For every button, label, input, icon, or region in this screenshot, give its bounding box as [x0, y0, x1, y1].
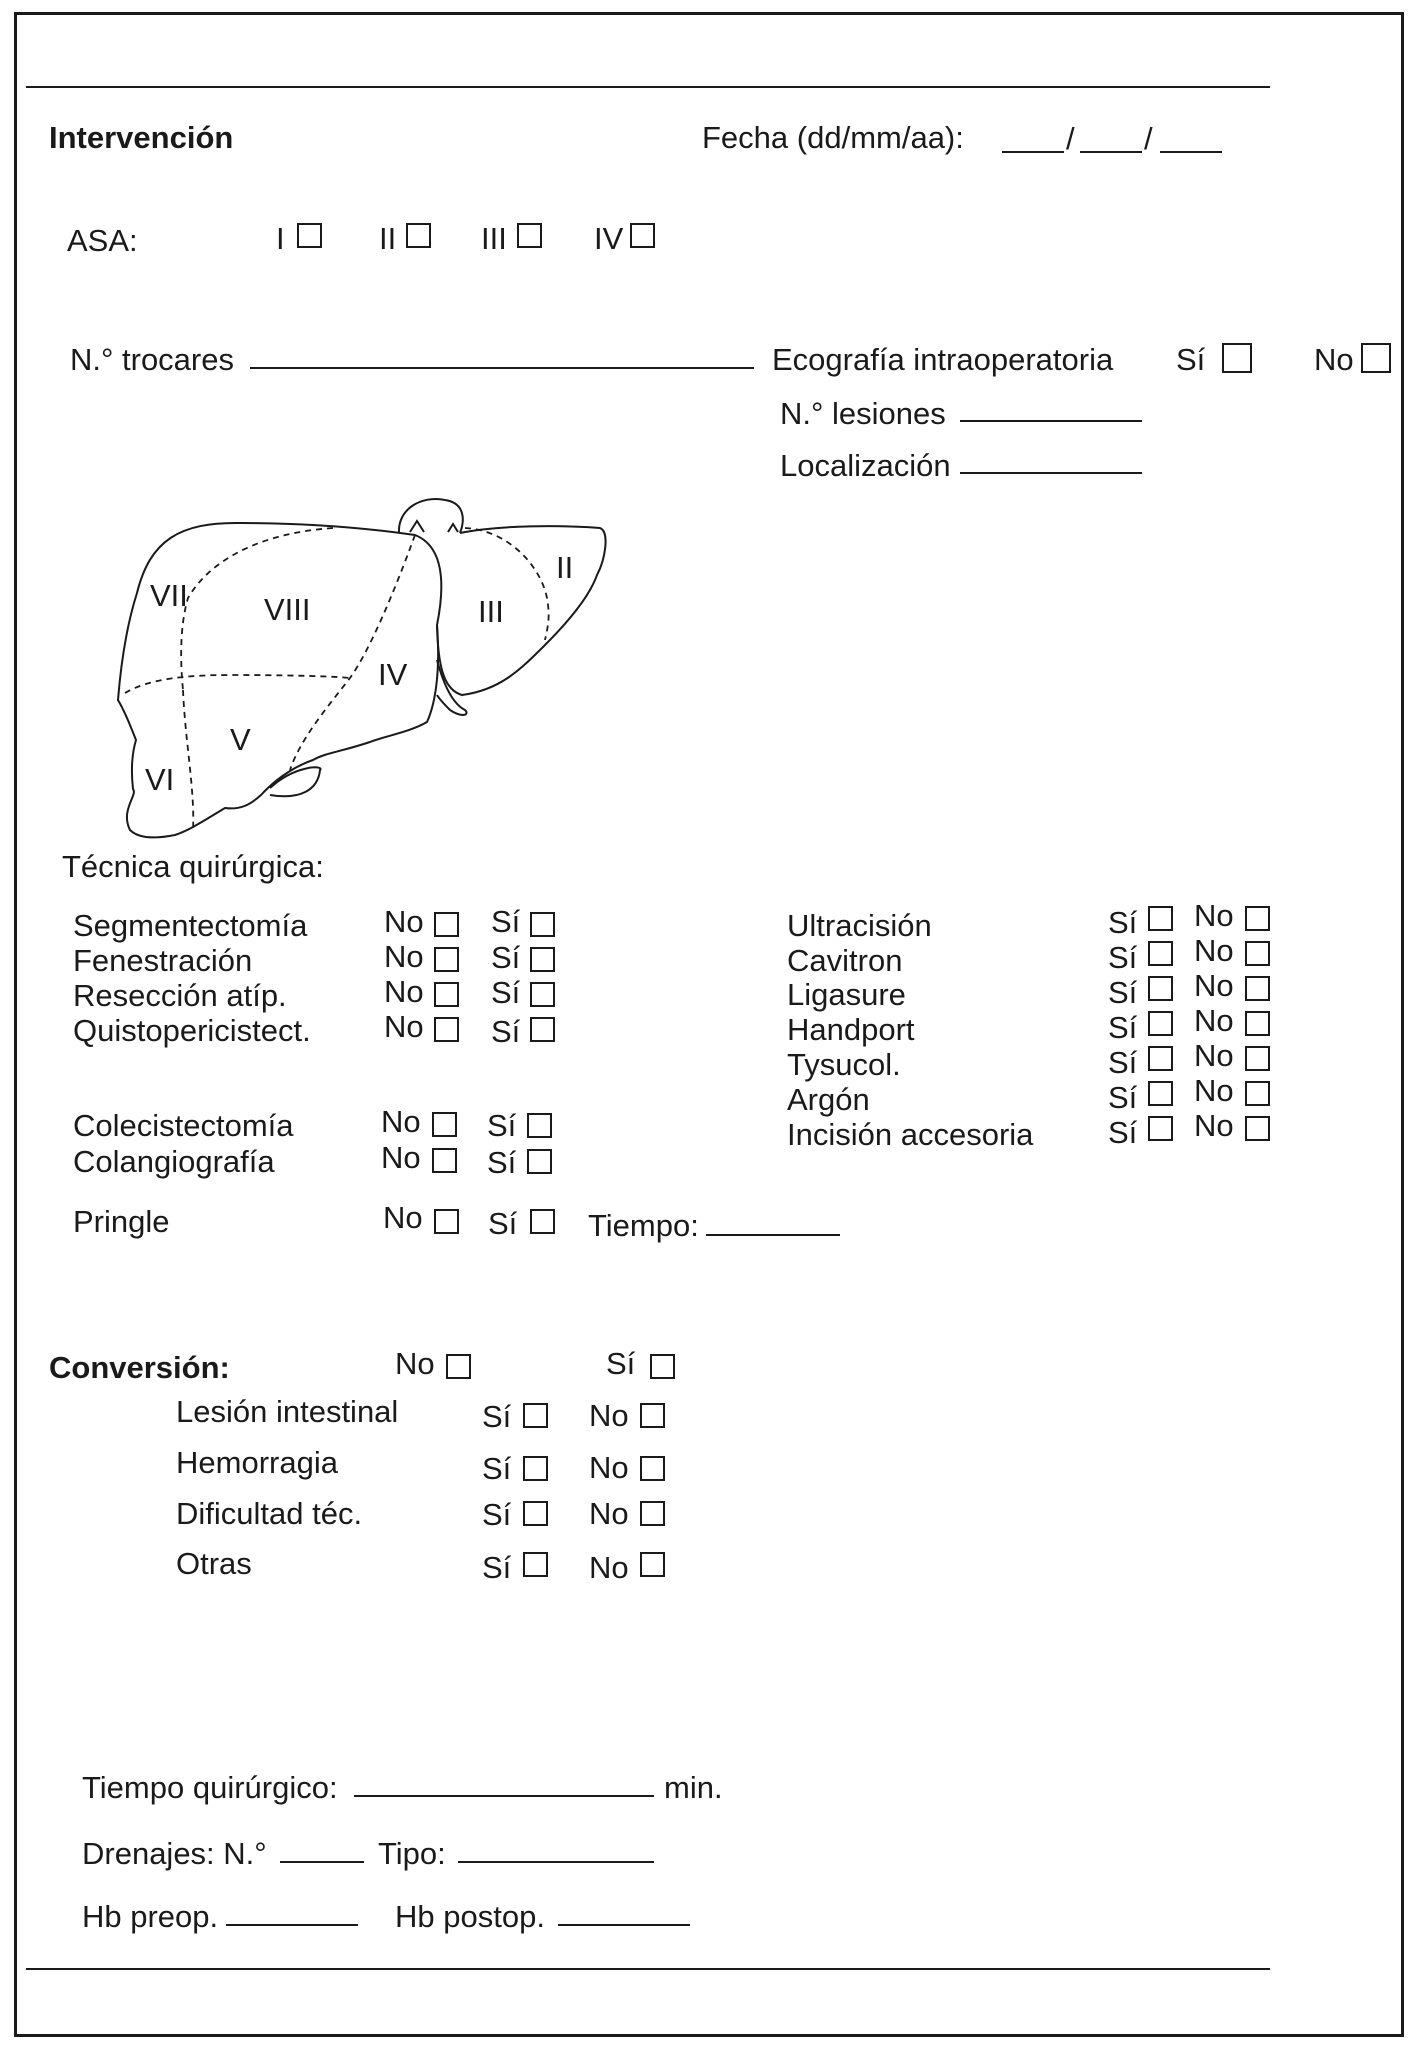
eco-no-label: No [1314, 342, 1354, 377]
conversion-yes-label: Sí [606, 1346, 636, 1381]
instrument-name: Tysucol. [787, 1047, 901, 1082]
fenestracion-yes-checkbox[interactable] [530, 947, 555, 972]
liver-segment-label: II [556, 550, 574, 585]
tecnica-item-name: Colangiografía [73, 1144, 275, 1179]
tysucol-yes-checkbox[interactable] [1148, 1046, 1173, 1071]
handport-no-checkbox[interactable] [1245, 1011, 1270, 1036]
lesiones-label: N.° lesiones [780, 396, 946, 431]
reason-no-label: No [589, 1450, 629, 1485]
pringle-tiempo-label: Tiempo: [588, 1208, 699, 1243]
reason-yes-label: Sí [482, 1497, 512, 1532]
cavitron-yes-checkbox[interactable] [1148, 941, 1173, 966]
tiempo-quirurgico-label: Tiempo quirúrgico: [82, 1770, 338, 1805]
instrument-no-label: No [1194, 1073, 1234, 1108]
reason-no-label: No [589, 1398, 629, 1433]
pringle-no-checkbox[interactable] [434, 1209, 459, 1234]
hb-preop-field[interactable] [226, 1924, 358, 1926]
instrument-name: Cavitron [787, 943, 903, 978]
argon-yes-checkbox[interactable] [1148, 1081, 1173, 1106]
conversion-reason: Otras [176, 1546, 252, 1581]
colangiografia-yes-checkbox[interactable] [527, 1149, 552, 1174]
hemorragia-no-checkbox[interactable] [640, 1456, 665, 1481]
liver-segment-label: III [478, 594, 504, 629]
reseccion-no-checkbox[interactable] [434, 982, 459, 1007]
conversion-label: Conversión: [49, 1350, 230, 1385]
tipo-label: Tipo: [378, 1836, 446, 1871]
colangiografia-no-checkbox[interactable] [432, 1148, 457, 1173]
form-title: Intervención [49, 120, 234, 155]
instrument-no-label: No [1194, 1108, 1234, 1143]
hb-preop-label: Hb preop. [82, 1899, 219, 1934]
liver-segment-label: VII [150, 578, 188, 613]
conversion-yes-checkbox[interactable] [650, 1354, 675, 1379]
instrument-yes-label: Sí [1108, 1010, 1138, 1045]
tecnica-no-label: No [383, 1200, 423, 1235]
instrument-no-label: No [1194, 968, 1234, 1003]
colecistectomia-no-checkbox[interactable] [432, 1112, 457, 1137]
reason-no-label: No [589, 1496, 629, 1531]
pringle-yes-checkbox[interactable] [530, 1209, 555, 1234]
instrument-yes-label: Sí [1108, 975, 1138, 1010]
instrument-name: Handport [787, 1012, 915, 1047]
tecnica-no-label: No [384, 974, 424, 1009]
ultracision-yes-checkbox[interactable] [1148, 906, 1173, 931]
instrument-name: Ligasure [787, 977, 906, 1012]
dificultad-no-checkbox[interactable] [640, 1501, 665, 1526]
date-label: Fecha (dd/mm/aa): [702, 120, 964, 155]
asa-option-label: I [276, 221, 285, 256]
lesion-intestinal-no-checkbox[interactable] [640, 1403, 665, 1428]
ultracision-no-checkbox[interactable] [1245, 906, 1270, 931]
tecnica-yes-label: Sí [487, 1145, 517, 1180]
pringle-tiempo-field[interactable] [706, 1234, 840, 1236]
trocares-label: N.° trocares [70, 342, 234, 377]
tiempo-quirurgico-field[interactable] [354, 1795, 654, 1797]
quistopericistect-yes-checkbox[interactable] [530, 1017, 555, 1042]
reason-yes-label: Sí [482, 1451, 512, 1486]
segmentectomia-no-checkbox[interactable] [434, 912, 459, 937]
localizacion-label: Localización [780, 448, 951, 483]
instrument-yes-label: Sí [1108, 1080, 1138, 1115]
eco-label: Ecografía intraoperatoria [772, 342, 1114, 377]
asa-option-label: III [481, 221, 507, 256]
instrument-name: Ultracisión [787, 908, 932, 943]
tecnica-item-name: Segmentectomía [73, 908, 308, 943]
pringle-label: Pringle [73, 1204, 170, 1239]
hemorragia-yes-checkbox[interactable] [523, 1456, 548, 1481]
incision-yes-checkbox[interactable] [1148, 1116, 1173, 1141]
tecnica-item-name: Fenestración [73, 943, 253, 978]
reason-no-label: No [589, 1550, 629, 1585]
instrument-yes-label: Sí [1108, 1045, 1138, 1080]
liver-segment-label: IV [378, 657, 408, 692]
tecnica-item-name: Quistopericistect. [73, 1013, 311, 1048]
instrument-name: Argón [787, 1082, 870, 1117]
liver-segment-label: V [230, 722, 251, 757]
date-separator: / [1066, 121, 1075, 156]
tecnica-yes-label: Sí [491, 975, 521, 1010]
tecnica-no-label: No [384, 939, 424, 974]
asa-option-label: IV [594, 221, 624, 256]
tecnica-yes-label: Sí [491, 904, 521, 939]
otras-no-checkbox[interactable] [640, 1552, 665, 1577]
tecnica-item-name: Resección atíp. [73, 978, 287, 1013]
asa-option-label: II [379, 221, 397, 256]
dificultad-yes-checkbox[interactable] [523, 1501, 548, 1526]
instrument-no-label: No [1194, 1003, 1234, 1038]
tecnica-no-label: No [381, 1104, 421, 1139]
argon-no-checkbox[interactable] [1245, 1081, 1270, 1106]
fenestracion-no-checkbox[interactable] [434, 947, 459, 972]
instrument-no-label: No [1194, 898, 1234, 933]
liver-segment-label: VIII [264, 592, 311, 627]
hb-postop-label: Hb postop. [395, 1899, 545, 1934]
tecnica-no-label: No [384, 1009, 424, 1044]
conversion-reason: Hemorragia [176, 1445, 338, 1480]
drenajes-number-field[interactable] [280, 1861, 364, 1863]
ligasure-yes-checkbox[interactable] [1148, 976, 1173, 1001]
tecnica-yes-label: Sí [491, 1014, 521, 1049]
conversion-reason: Dificultad téc. [176, 1496, 363, 1531]
conversion-reason: Lesión intestinal [176, 1394, 399, 1429]
quistopericistect-no-checkbox[interactable] [434, 1017, 459, 1042]
handport-yes-checkbox[interactable] [1148, 1011, 1173, 1036]
asa-label: ASA: [67, 223, 138, 258]
instrument-no-label: No [1194, 933, 1234, 968]
drenajes-label: Drenajes: N.° [82, 1836, 267, 1871]
reseccion-yes-checkbox[interactable] [530, 982, 555, 1007]
liver-segment-label: VI [145, 762, 175, 797]
tecnica-item-name: Colecistectomía [73, 1108, 294, 1143]
tysucol-no-checkbox[interactable] [1245, 1046, 1270, 1071]
eco-yes-label: Sí [1176, 342, 1206, 377]
tecnica-yes-label: Sí [488, 1206, 518, 1241]
reason-yes-label: Sí [482, 1399, 512, 1434]
tecnica-label: Técnica quirúrgica: [62, 849, 324, 884]
conversion-no-checkbox[interactable] [446, 1354, 471, 1379]
instrument-yes-label: Sí [1108, 940, 1138, 975]
instrument-yes-label: Sí [1108, 1115, 1138, 1150]
tecnica-yes-label: Sí [487, 1108, 517, 1143]
ligasure-no-checkbox[interactable] [1245, 976, 1270, 1001]
hb-postop-field[interactable] [558, 1924, 690, 1926]
instrument-name: Incisión accesoria [787, 1117, 1034, 1152]
otras-yes-checkbox[interactable] [523, 1552, 548, 1577]
drenajes-tipo-field[interactable] [458, 1861, 654, 1863]
instrument-no-label: No [1194, 1038, 1234, 1073]
tecnica-no-label: No [381, 1140, 421, 1175]
tecnica-yes-label: Sí [491, 940, 521, 975]
colecistectomia-yes-checkbox[interactable] [527, 1113, 552, 1138]
tiempo-unit: min. [664, 1770, 723, 1805]
conversion-no-label: No [395, 1346, 435, 1381]
cavitron-no-checkbox[interactable] [1245, 941, 1270, 966]
reason-yes-label: Sí [482, 1550, 512, 1585]
instrument-yes-label: Sí [1108, 905, 1138, 940]
segmentectomia-yes-checkbox[interactable] [530, 912, 555, 937]
date-separator: / [1144, 121, 1153, 156]
tecnica-no-label: No [384, 904, 424, 939]
lesion-intestinal-yes-checkbox[interactable] [523, 1403, 548, 1428]
incision-no-checkbox[interactable] [1245, 1116, 1270, 1141]
